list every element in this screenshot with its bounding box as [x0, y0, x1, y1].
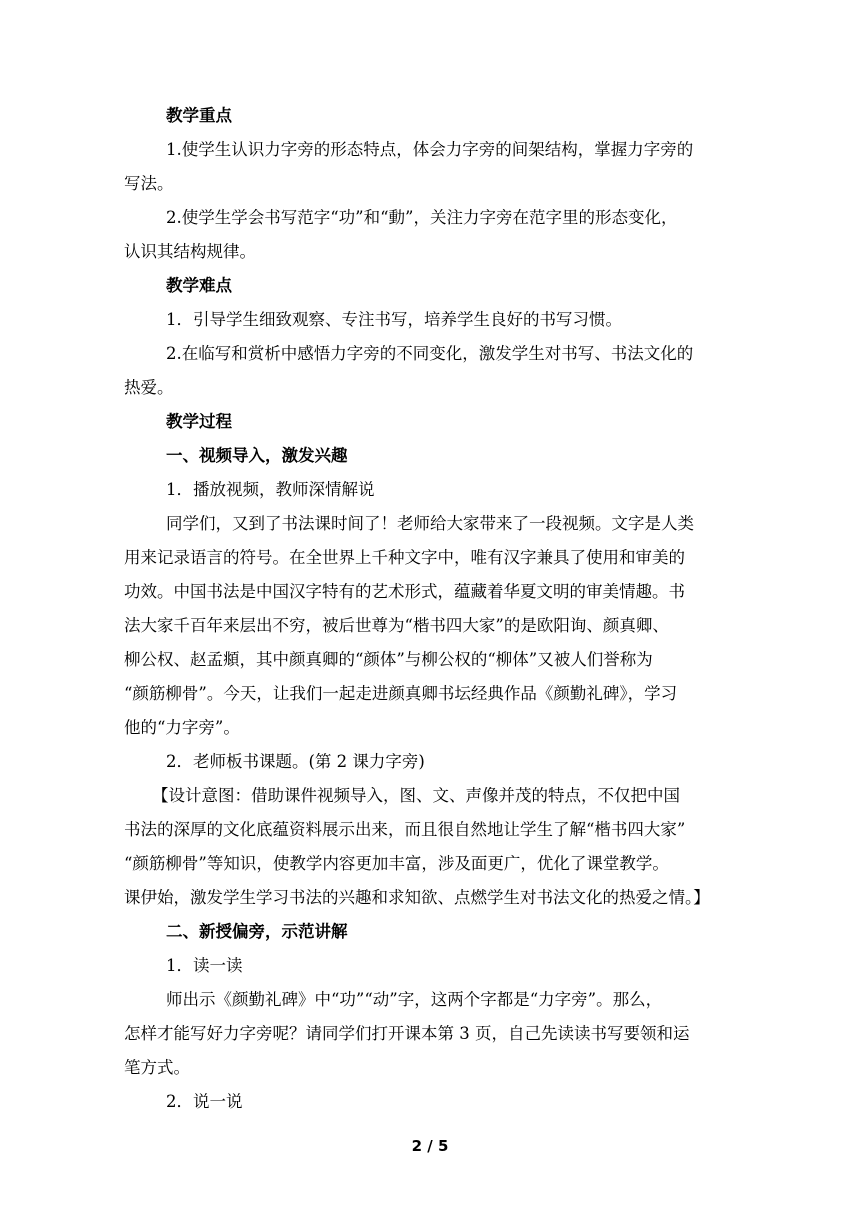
part1-heading: 一、视频导入，激发兴趣: [166, 446, 348, 465]
key-point-line-3: 2.使学生学会书写范字“功”和“動”，关注力字旁在范字里的形态变化，: [166, 208, 678, 227]
part1-step2: 2．老师板书课题。(第 2 课力字旁): [166, 752, 425, 771]
key-point-line-1: 1.使学生认识力字旁的形态特点，体会力字旁的间架结构，掌握力字旁的: [166, 140, 694, 159]
difficulties-heading: 教学难点: [166, 276, 232, 295]
difficulty-line-3: 热爱。: [124, 378, 174, 397]
page-number: 2 / 5: [411, 1137, 449, 1155]
key-point-line-2: 写法。: [124, 174, 174, 193]
difficulty-line-2: 2.在临写和赏析中感悟力字旁的不同变化，激发学生对书写、书法文化的: [166, 344, 694, 363]
part1-para-line-5: 柳公权、赵孟頫，其中颜真卿的“颜体”与柳公权的“柳体”又被人们誉称为: [124, 650, 653, 669]
part2-step1: 1．读一读: [166, 956, 243, 975]
design-intent-line-4: 课伊始，激发学生学习书法的兴趣和求知欲、点燃学生对书法文化的热爱之情。】: [124, 888, 710, 907]
part1-para-line-6: “颜筋柳骨”。今天，让我们一起走进颜真卿书坛经典作品《颜勤礼碑》，学习: [124, 684, 678, 703]
part1-para-line-7: 他的“力字旁”。: [124, 718, 240, 737]
part1-para-line-3: 功效。中国书法是中国汉字特有的艺术形式，蕴藏着华夏文明的审美情趣。书: [124, 582, 685, 601]
part2-para-line-1: 师出示《颜勤礼碑》中“功”“动”字，这两个字都是“力字旁”。那么，: [166, 990, 663, 1009]
part1-para-line-2: 用来记录语言的符号。在全世界上千种文字中，唯有汉字兼具了使用和审美的: [124, 548, 685, 567]
difficulty-line-1: 1．引导学生细致观察、专注书写，培养学生良好的书写习惯。: [166, 310, 622, 329]
process-heading: 教学过程: [166, 412, 232, 431]
part2-step2: 2．说一说: [166, 1092, 243, 1111]
key-points-heading: 教学重点: [166, 106, 232, 125]
part1-para-line-1: 同学们，又到了书法课时间了！老师给大家带来了一段视频。文字是人类: [166, 514, 694, 533]
part1-step1: 1．播放视频，教师深情解说: [166, 480, 375, 499]
part2-para-line-3: 笔方式。: [124, 1058, 190, 1077]
part2-para-line-2: 怎样才能写好力字旁呢？请同学们打开课本第 3 页，自己先读读书写要领和运: [124, 1024, 690, 1043]
design-intent-line-3: “颜筋柳骨”等知识，使教学内容更加丰富，涉及面更广，优化了课堂教学。: [124, 854, 669, 873]
key-point-line-4: 认识其结构规律。: [124, 242, 256, 261]
part2-heading: 二、新授偏旁，示范讲解: [166, 922, 348, 941]
part1-para-line-4: 法大家千百年来层出不穷，被后世尊为“楷书四大家”的是欧阳询、颜真卿、: [124, 616, 669, 635]
design-intent-line-1: 【设计意图：借助课件视频导入，图、文、声像并茂的特点，不仅把中国: [152, 786, 680, 805]
design-intent-line-2: 书法的深厚的文化底蕴资料展示出来，而且很自然地让学生了解“楷书四大家”: [124, 820, 686, 839]
